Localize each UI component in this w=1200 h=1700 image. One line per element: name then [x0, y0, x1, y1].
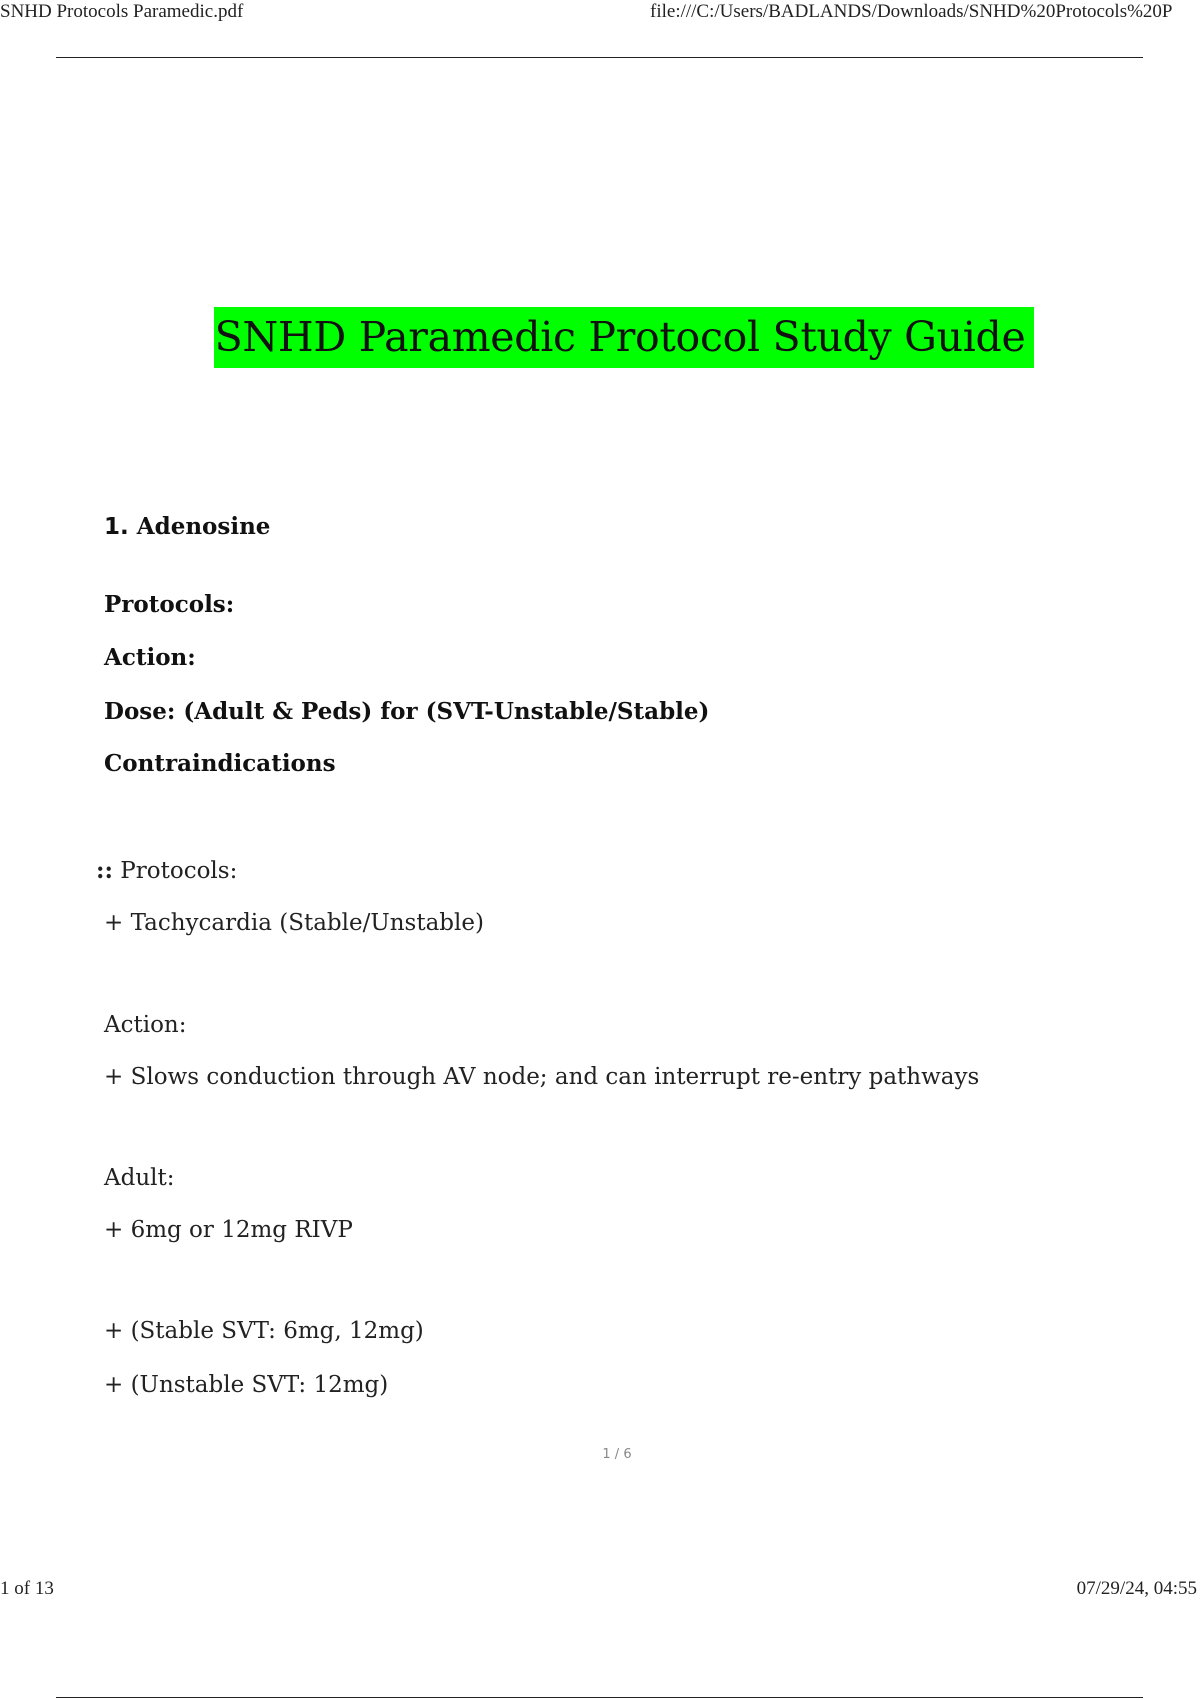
- answer-action-item: + Slows conduction through AV node; and can interrupt re-entry pathways: [104, 1064, 980, 1090]
- title-container: [0, 307, 1200, 368]
- prompt-protocols: Protocols:: [104, 591, 235, 618]
- print-header-url: file:///C:/Users/BADLANDS/Downloads/SNHD%20Protocols%20P: [650, 1, 1173, 22]
- answer-protocols-item: + Tachycardia (Stable/Unstable): [104, 910, 484, 936]
- prompt-action: Action:: [104, 644, 196, 671]
- answer-adult-label: Adult:: [104, 1165, 175, 1191]
- page-indicator-text: 1 / 6: [602, 1447, 632, 1462]
- print-footer-page: 1 of 13: [0, 1578, 54, 1599]
- prompt-dose: Dose: (Adult & Peds) for (SVT-Unstable/Stable): [104, 698, 710, 725]
- document-title: SNHD Paramedic Protocol Study Guide: [214, 307, 1035, 368]
- question-heading: [104, 513, 270, 540]
- page-indicator: [0, 1447, 1200, 1462]
- print-footer-timestamp: 07/29/24, 04:55: [1076, 1578, 1197, 1599]
- footer-rule: [56, 1697, 1143, 1698]
- answer-marker: ::: [96, 857, 113, 884]
- header-rule: [56, 57, 1143, 58]
- answer-unstable-item: + (Unstable SVT: 12mg): [104, 1372, 389, 1398]
- answer-action-label: Action:: [104, 1012, 187, 1038]
- question-name: Adenosine: [136, 513, 271, 540]
- answer-protocols-label: [96, 857, 237, 884]
- question-number: 1.: [104, 514, 129, 540]
- answer-adult-item: + 6mg or 12mg RIVP: [104, 1217, 353, 1243]
- prompt-contraindications: Contraindications: [104, 750, 336, 777]
- answer-protocols-text: Protocols:: [120, 858, 238, 884]
- print-header-filename: SNHD Protocols Paramedic.pdf: [0, 1, 244, 22]
- answer-stable-item: + (Stable SVT: 6mg, 12mg): [104, 1318, 424, 1344]
